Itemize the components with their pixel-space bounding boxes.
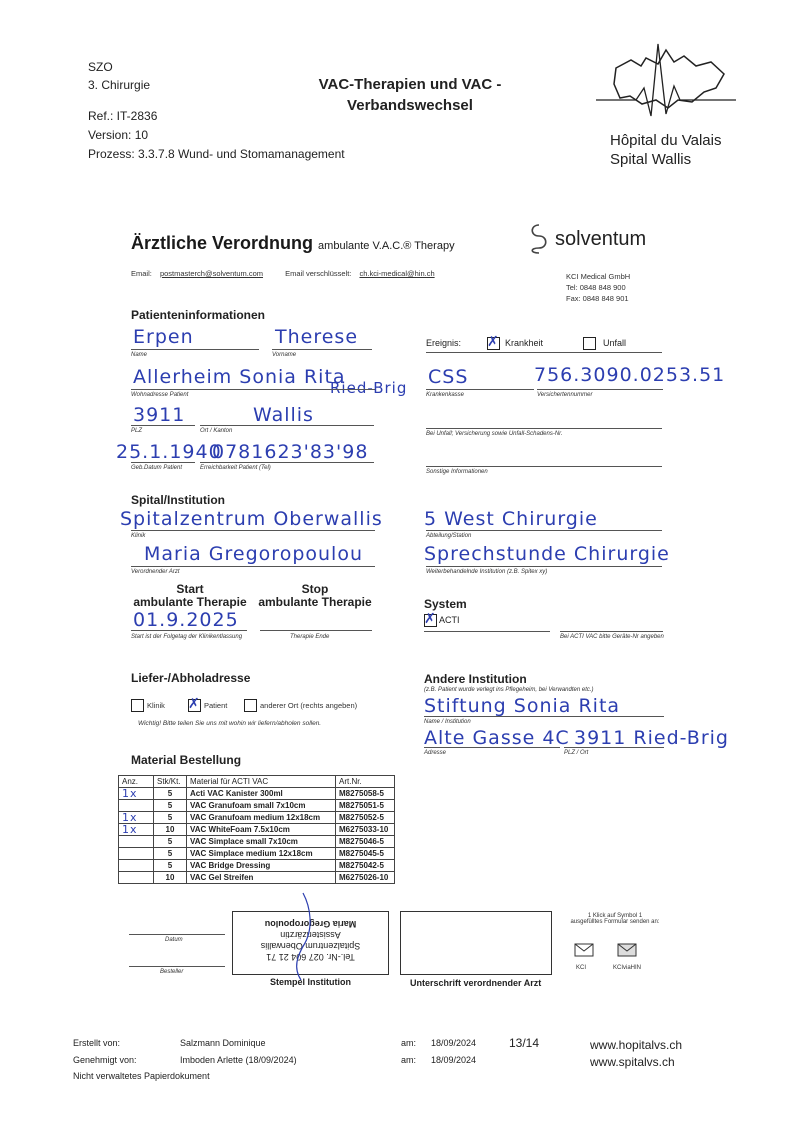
row-qty[interactable]: [119, 848, 154, 860]
row-material: VAC Simplace medium 12x18cm: [187, 848, 336, 860]
hospital-name-fr: Hôpital du Valais: [610, 132, 722, 149]
department-label: Abteilung/Station: [426, 533, 472, 539]
other-inst-address-value[interactable]: Alte Gasse 4C: [424, 727, 570, 749]
row-art: M8275058-5: [336, 788, 395, 800]
stop-title-line1: Stop: [301, 582, 329, 596]
row-qty[interactable]: [119, 872, 154, 884]
delivery-other-checkbox[interactable]: [244, 699, 257, 712]
birth-label: Geb.Datum Patient: [131, 465, 183, 471]
other-info-line: [426, 466, 662, 467]
device-line: [560, 631, 663, 632]
row-qty[interactable]: 1x: [119, 824, 154, 836]
department-value[interactable]: 5 West Chirurgie: [424, 508, 598, 530]
name-label: Name: [131, 352, 148, 358]
stop-line: [260, 630, 372, 631]
doctor-signature-box[interactable]: [400, 911, 552, 975]
phone-line: [200, 462, 374, 463]
delivery-section-title: Liefer-/Abholadresse: [131, 671, 251, 685]
material-table-header: [119, 776, 395, 788]
row-art: M6275033-10: [336, 824, 395, 836]
hospital-name-de: Spital Wallis: [610, 151, 692, 168]
orderer-line: [129, 966, 225, 967]
doc-title-line1: VAC-Therapien und VAC -: [318, 76, 502, 93]
row-pcs: 5: [154, 848, 187, 860]
company-info: [566, 271, 630, 304]
patient-address-value[interactable]: Allerheim Sonia Rita: [133, 366, 346, 388]
patient-name-value[interactable]: Erpen: [133, 326, 194, 348]
stamp-label: Stempel Institution: [270, 977, 351, 987]
row-qty[interactable]: [119, 836, 154, 848]
website-fr[interactable]: www.hopitalvs.ch: [590, 1038, 683, 1052]
send-note-line1: 1 Klick auf Symbol 1: [587, 913, 643, 919]
doc-title: [270, 74, 550, 116]
event-illness-label: Krankheit: [505, 338, 544, 348]
other-inst-name-label: Name / Institution: [424, 719, 471, 725]
start-label: Start ist der Folgetag der Klinikentlassung: [131, 634, 243, 640]
company-fax: Fax: 0848 848 901: [566, 294, 629, 303]
canton-line: [200, 425, 374, 426]
approved-by: Imboden Arlette (18/09/2024): [180, 1055, 297, 1065]
paper-note: Nicht verwaltetes Papierdokument: [73, 1071, 210, 1081]
other-info-label: Sonstige Informationen: [426, 469, 488, 475]
table-row[interactable]: [119, 788, 395, 800]
orderer-label: Besteller: [160, 969, 184, 975]
row-material: VAC Simplace small 7x10cm: [187, 836, 336, 848]
email-enc-label: Email verschlüsselt:: [285, 269, 352, 278]
stamp-tel: Tel.-Nr. 027 604 21 71: [266, 952, 355, 962]
email-row: [131, 269, 435, 278]
company-name: KCI Medical GmbH: [566, 272, 631, 281]
name-line: [131, 349, 259, 350]
row-material: VAC Granufoam small 7x10cm: [187, 800, 336, 812]
doctor-label: Verordnender Arzt: [131, 569, 180, 575]
start-title-line1: Start: [176, 582, 204, 596]
row-pcs: 5: [154, 812, 187, 824]
insured-no-label: Versichertennummer: [537, 392, 593, 398]
delivery-patient-checkbox[interactable]: [188, 699, 201, 712]
row-art: M8275046-5: [336, 836, 395, 848]
am-label-1: am:: [401, 1038, 417, 1048]
signature-label: Unterschrift verordnender Arzt: [410, 978, 542, 988]
solventum-logo-icon: [527, 222, 551, 256]
website-de[interactable]: www.spitalvs.ch: [590, 1055, 675, 1069]
insured-no-line: [537, 389, 663, 390]
process: Prozess: 3.3.7.8 Wund- und Stomamanagement: [88, 147, 345, 161]
delivery-other-label: anderer Ort (rechts angeben): [260, 701, 358, 710]
col-art: Art.Nr.: [336, 776, 395, 788]
date-line: [129, 934, 225, 935]
event-accident-checkbox[interactable]: [583, 337, 596, 350]
department-line: [426, 530, 662, 531]
patient-firstname-value[interactable]: Therese: [275, 326, 359, 348]
row-art: M8275045-5: [336, 848, 395, 860]
start-title: [131, 583, 249, 609]
doc-title-line2: Verbandswechsel: [347, 97, 473, 114]
table-row[interactable]: [119, 860, 395, 872]
other-inst-address-line: [424, 747, 560, 748]
table-row[interactable]: [119, 872, 395, 884]
col-pcs: Stk/Kt.: [154, 776, 187, 788]
email-label: Email:: [131, 269, 152, 278]
address-label: Wohnadresse Patient: [131, 392, 189, 398]
patient-section-title: Patienteninformationen: [131, 308, 266, 322]
created-label: Erstellt von:: [73, 1038, 121, 1048]
clinic-value[interactable]: Spitalzentrum Oberwallis: [120, 508, 383, 530]
plz-label: PLZ: [131, 428, 143, 434]
firstname-line: [272, 349, 372, 350]
clinic-label: Klinik: [131, 533, 146, 539]
event-illness-checkbox[interactable]: [487, 337, 500, 350]
row-pcs: 10: [154, 872, 187, 884]
table-row[interactable]: [119, 812, 395, 824]
canton-label: Ort / Kanton: [200, 428, 233, 434]
row-art: M6275026-10: [336, 872, 395, 884]
date-1: 18/09/2024: [431, 1038, 477, 1048]
other-inst-name-line: [424, 716, 664, 717]
hospital-logo-icon: [596, 38, 736, 120]
table-row[interactable]: [119, 800, 395, 812]
stamp-box[interactable]: [232, 911, 389, 975]
send-note-line2: ausgefülltes Formular senden an:: [570, 919, 660, 925]
table-row[interactable]: [119, 836, 395, 848]
accident-label: Bei Unfall; Versicherung sowie Unfall-Schadens-Nr.: [426, 431, 563, 437]
row-material: VAC WhiteFoam 7.5x10cm: [187, 824, 336, 836]
follow-label: Weiterbehandelnde Institution (z.B. Spitex xy): [426, 569, 548, 575]
row-qty[interactable]: 1x: [119, 788, 154, 800]
material-table: [118, 775, 395, 884]
brand: solventum: [555, 228, 647, 250]
stop-title-line2: ambulante Therapie: [258, 595, 372, 609]
stamp-role: Assistenzärztin: [280, 930, 341, 940]
approved-label: Genehmigt von:: [73, 1055, 137, 1065]
other-inst-address-label: Adresse: [424, 750, 447, 756]
version: Version: 10: [88, 128, 149, 142]
event-label: Ereignis:: [426, 338, 462, 348]
doctor-line: [131, 566, 375, 567]
patient-phone-value[interactable]: 0781623'83'98: [212, 441, 369, 463]
delivery-patient-label: Patient: [204, 701, 228, 710]
unit: SZO: [88, 60, 113, 74]
kcivia-label: KCIviaHIN: [613, 965, 642, 971]
row-material: VAC Gel Streifen: [187, 872, 336, 884]
date-label: Datum: [165, 937, 183, 943]
form-title: [131, 233, 455, 254]
start-title-line2: ambulante Therapie: [133, 595, 247, 609]
system-acti-checkbox[interactable]: [424, 614, 437, 627]
start-line: [131, 630, 247, 631]
signature-stroke-icon: [283, 888, 323, 988]
send-note: [570, 913, 660, 925]
stamp-org: Spitalzentrum Oberwallis: [260, 941, 361, 951]
row-qty[interactable]: 1x: [119, 812, 154, 824]
form-subtitle: ambulante V.A.C.® Therapy: [318, 240, 455, 252]
row-pcs: 5: [154, 860, 187, 872]
patient-address-extra[interactable]: Ried-Brig: [330, 379, 408, 397]
system-acti-label: ACTI: [439, 615, 460, 625]
start-value[interactable]: 01.9.2025: [133, 609, 239, 631]
row-art: M8275051-5: [336, 800, 395, 812]
system-title: System: [424, 597, 467, 611]
other-inst-title: Andere Institution: [424, 672, 527, 686]
system-line: [424, 631, 550, 632]
row-pcs: 5: [154, 788, 187, 800]
row-pcs: 10: [154, 824, 187, 836]
row-material: VAC Granufoam medium 12x18cm: [187, 812, 336, 824]
row-pcs: 5: [154, 836, 187, 848]
stamp-name: Maria Gregoropoulou: [264, 919, 357, 929]
form-title-main: Ärztliche Verordnung: [131, 233, 314, 253]
institution-section-title: Spital/Institution: [131, 493, 225, 507]
event-accident-label: Unfall: [603, 338, 627, 348]
insurer-line: [426, 389, 534, 390]
email-enc-link[interactable]: ch.kci-medical@hin.ch: [359, 269, 435, 278]
phone-label: Erreichbarkeit Patient (Tel): [200, 465, 271, 471]
patient-canton-value[interactable]: Wallis: [253, 404, 314, 426]
plz-line: [131, 425, 195, 426]
other-inst-name-value[interactable]: Stiftung Sonia Rita: [424, 695, 621, 717]
department: 3. Chirurgie: [88, 78, 151, 92]
delivery-clinic-label: Klinik: [147, 701, 165, 710]
row-material: Acti VAC Kanister 300ml: [187, 788, 336, 800]
row-qty[interactable]: [119, 800, 154, 812]
ref: Ref.: IT-2836: [88, 109, 158, 123]
row-pcs: 5: [154, 800, 187, 812]
col-qty: Anz.: [119, 776, 154, 788]
mail-kcivia-icon[interactable]: [617, 942, 637, 958]
stop-label: Therapie Ende: [290, 634, 330, 640]
page-number: 13/14: [509, 1036, 540, 1050]
insurer-value[interactable]: CSS: [428, 366, 469, 388]
other-inst-plz-value[interactable]: 3911 Ried-Brig: [574, 727, 729, 749]
am-label-2: am:: [401, 1055, 417, 1065]
firstname-label: Vorname: [272, 352, 297, 358]
other-inst-note: (z.B. Patient wurde verlegt ins Pflegeheim, bei Verwandten etc.): [424, 687, 594, 693]
row-material: VAC Bridge Dressing: [187, 860, 336, 872]
row-art: M8275042-5: [336, 860, 395, 872]
patient-birth-value[interactable]: 25.1.1940: [116, 441, 222, 463]
table-row[interactable]: [119, 824, 395, 836]
material-section-title: Material Bestellung: [131, 753, 242, 767]
insured-no-value[interactable]: 756.3090.0253.51: [534, 364, 726, 386]
row-art: M8275052-5: [336, 812, 395, 824]
event-line: [426, 352, 662, 353]
follow-value[interactable]: Sprechstunde Chirurgie: [424, 543, 670, 565]
accident-line: [426, 428, 662, 429]
delivery-clinic-checkbox[interactable]: [131, 699, 144, 712]
address-line: [131, 389, 375, 390]
date-2: 18/09/2024: [431, 1055, 477, 1065]
created-by: Salzmann Dominique: [180, 1038, 266, 1048]
kci-label: KCI: [576, 965, 587, 971]
clinic-line: [131, 530, 375, 531]
table-row[interactable]: [119, 848, 395, 860]
follow-line: [426, 566, 662, 567]
delivery-note: Wichtig! Bitte teilen Sie uns mit wohin wir liefern/abholen sollen.: [138, 720, 322, 727]
col-material: Material für ACTI VAC: [187, 776, 336, 788]
stop-title: [256, 583, 374, 609]
other-inst-plz-label: PLZ / Ort: [564, 750, 589, 756]
row-qty[interactable]: [119, 860, 154, 872]
patient-plz-value[interactable]: 3911: [133, 404, 186, 426]
birth-line: [131, 462, 195, 463]
system-label: Bei ACTI VAC bitte Geräte-Nr angeben: [560, 634, 664, 640]
email-link[interactable]: postmasterch@solventum.com: [159, 269, 264, 278]
mail-kci-icon[interactable]: [574, 942, 594, 958]
company-tel: Tel: 0848 848 900: [566, 283, 626, 292]
doctor-value[interactable]: Maria Gregoropoulou: [144, 543, 363, 565]
other-inst-plz-line: [564, 747, 664, 748]
insurer-label: Krankenkasse: [426, 392, 465, 398]
